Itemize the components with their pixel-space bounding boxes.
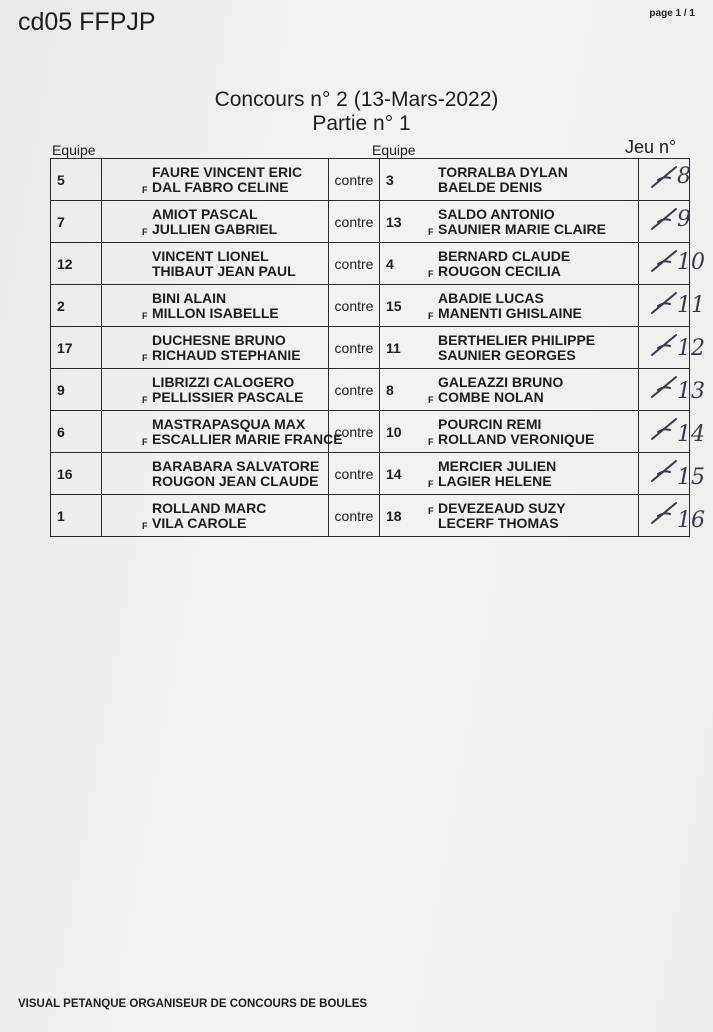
player-name: BINI ALAIN [152,289,227,306]
team-right-number: 15 [380,285,427,327]
match-row [51,453,690,495]
player-name: DUCHESNE BRUNO [152,331,286,348]
team-left-players [102,285,329,327]
page-number: page 1 / 1 [649,8,695,19]
player-name: FAURE VINCENT ERIC [152,163,303,180]
game-number-handwritten: 16 [677,508,705,533]
team-left-players [102,159,329,201]
team-left-players [102,453,329,495]
team-right-number: 8 [380,369,427,411]
match-row [51,369,690,411]
female-marker: F [142,226,148,237]
team-right-players [426,159,639,201]
player-name: BARABARA SALVATORE [152,457,320,474]
team-left-number: 7 [51,201,102,243]
female-marker: F [428,436,434,447]
team-right-players [426,327,639,369]
team-right-players [426,495,639,537]
player-name: BERNARD CLAUDE [438,247,571,264]
versus-label: contre [329,327,380,369]
team-right-number: 3 [380,159,427,201]
organization-name: cd05 FFPJP [18,8,156,36]
player-name: BERTHELIER PHILIPPE [438,331,596,348]
player-name: F DEVEZEAUD SUZY [426,501,638,516]
player-name: F RICHAUD STEPHANIE [102,348,328,363]
player-name: VINCENT LIONEL [152,247,269,264]
team-left-players [102,411,343,453]
female-marker: F [428,505,434,516]
match-row [51,495,690,537]
player-name: LECERF THOMAS [438,514,559,531]
female-marker: F [428,394,434,405]
column-header-team-left: Equipe [52,142,96,158]
player-name: F MILLON ISABELLE [102,306,328,321]
player-name: TORRALBA DYLAN [438,163,568,180]
game-number-handwritten: 12 [677,336,705,361]
player-name: F COMBE NOLAN [426,390,638,405]
team-left-number: 17 [51,327,102,369]
footer-credit: VISUAL PETANQUE ORGANISEUR DE CONCOURS DE BOULES [18,998,368,1010]
player-name: ROUGON JEAN CLAUDE [152,472,319,489]
game-number-handwritten: 15 [677,465,705,490]
column-header-game-number: Jeu n° [625,137,677,157]
female-marker: F [142,310,148,321]
round-subtitle: Partie n° 1 [312,112,411,135]
team-left-number: 12 [51,243,102,285]
match-row [51,411,690,453]
match-row [51,327,690,369]
match-row [51,243,690,285]
versus-label: contre [329,453,380,495]
player-name: BAELDE DENIS [438,178,543,195]
team-left-number: 1 [51,495,102,537]
female-marker: F [428,310,434,321]
player-name: GALEAZZI BRUNO [438,373,564,390]
team-left-number: 16 [51,453,102,495]
player-name: MASTRAPASQUA MAX [152,415,306,432]
game-number-handwritten: 9 [677,207,691,232]
match-row [51,159,690,201]
female-marker: F [428,478,434,489]
player-name: F VILA CAROLE [102,516,328,531]
player-name: F JULLIEN GABRIEL [102,222,328,237]
team-right-number: 11 [380,327,427,369]
female-marker: F [142,394,148,405]
player-name: THIBAUT JEAN PAUL [152,262,296,279]
female-marker: F [142,436,148,447]
versus-label: contre [329,495,380,537]
player-name: F ROUGON CECILIA [426,264,638,279]
team-left-number: 9 [51,369,102,411]
player-name: F SAUNIER MARIE CLAIRE [426,222,638,237]
player-name: SALDO ANTONIO [438,205,555,222]
player-name: POURCIN REMI [438,415,542,432]
female-marker: F [428,226,434,237]
team-right-number: 14 [380,453,427,495]
player-name: F PELLISSIER PASCALE [102,390,328,405]
player-name: F ROLLAND VERONIQUE [426,432,638,447]
team-right-players [426,453,639,495]
versus-label: contre [329,201,380,243]
game-number-handwritten: 14 [677,422,705,447]
player-name: ROLLAND MARC [152,499,267,516]
player-name: AMIOT PASCAL [152,205,258,222]
team-left-number: 6 [51,411,102,453]
team-right-players [426,243,639,285]
player-name: ABADIE LUCAS [438,289,544,306]
team-left-number: 5 [51,159,102,201]
team-left-players [102,369,329,411]
team-right-players [426,369,639,411]
player-name: LIBRIZZI CALOGERO [152,373,295,390]
player-name: SAUNIER GEORGES [438,346,576,363]
female-marker: F [142,184,148,195]
player-name: F DAL FABRO CELINE [102,180,328,195]
player-name: F MANENTI GHISLAINE [426,306,638,321]
female-marker: F [428,268,434,279]
team-left-players [102,243,329,285]
team-right-number: 10 [380,411,427,453]
team-right-players [426,201,639,243]
match-table [50,158,690,537]
team-left-players [102,201,329,243]
match-row [51,201,690,243]
team-right-number: 18 [380,495,427,537]
team-right-number: 13 [380,201,427,243]
team-left-number: 2 [51,285,102,327]
female-marker: F [142,520,148,531]
team-right-number: 4 [380,243,427,285]
player-name: MERCIER JULIEN [438,457,557,474]
column-header-team-right: Equipe [372,142,416,158]
versus-label: contre [329,285,380,327]
team-right-players [426,411,639,453]
versus-label: contre [329,411,380,453]
match-row [51,285,690,327]
game-number-handwritten: 10 [677,250,705,275]
versus-label: contre [329,243,380,285]
page-title: Concours n° 2 (13-Mars-2022) [214,88,499,111]
player-name: F ESCALLIER MARIE FRANCE [102,432,328,447]
team-right-players [426,285,639,327]
game-number-handwritten: 13 [677,379,705,404]
game-number-handwritten: 8 [677,164,691,189]
versus-label: contre [329,369,380,411]
team-left-players [102,495,329,537]
versus-label: contre [329,159,380,201]
game-number-handwritten: 11 [677,293,705,318]
female-marker: F [142,352,148,363]
player-name: F LAGIER HELENE [426,474,638,489]
team-left-players [102,327,329,369]
